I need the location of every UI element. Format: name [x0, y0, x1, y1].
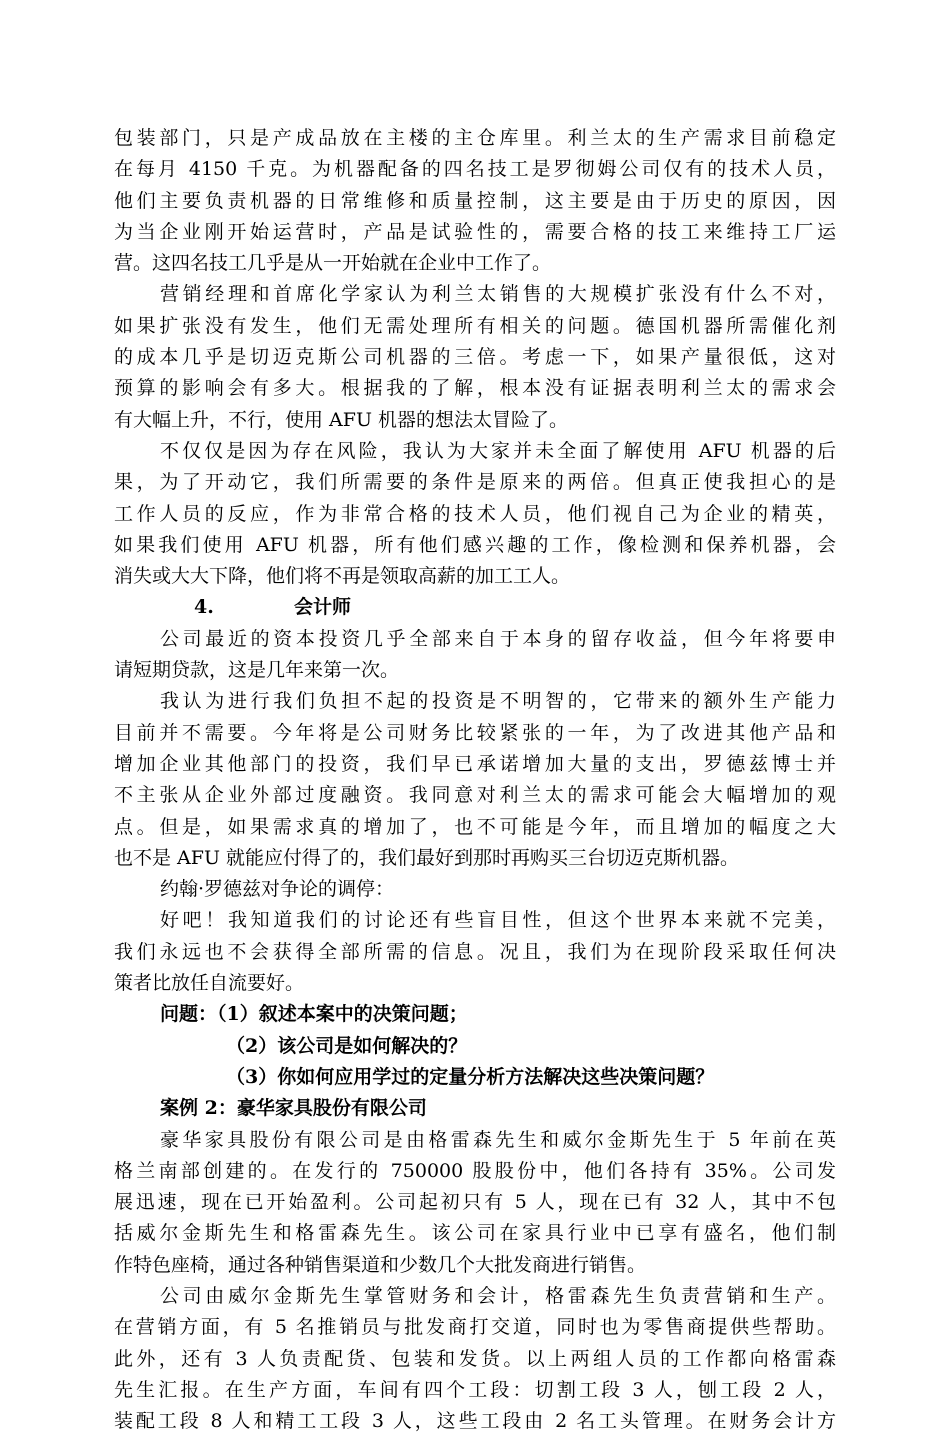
question-line: [114, 999, 836, 1030]
text-line: 果，为了开动它，我们所需要的条件是原来的两倍。但真正使我担心的是: [114, 471, 836, 494]
text-line: 请短期贷款，这是几年来第一次。: [114, 659, 400, 682]
text-line: 消失或大大下降，他们将不再是领取高薪的加工工人。: [114, 565, 571, 588]
text-line: 我们永远也不会获得全部所需的信息。况且，我们为在现阶段采取任何决: [114, 940, 836, 963]
text-line: 格兰南部创建的。在发行的 750000 股股份中，他们各持有 35%。公司发: [114, 1159, 836, 1182]
paragraph: [114, 1281, 836, 1437]
text-line: 点。但是，如果需求真的增加了，也不可能是今年，而且增加的幅度之大: [114, 815, 836, 838]
text-line: 不主张从企业外部过度融资。我同意对利兰太的需求可能会大幅增加的观: [114, 784, 836, 807]
paragraph: [114, 874, 836, 905]
paragraph: [114, 905, 836, 999]
paragraph: [114, 436, 836, 592]
text-line: 的成本几乎是切迈克斯公司机器的三倍。考虑一下，如果产量很低，这对: [114, 346, 836, 369]
section-title: 会计师: [294, 596, 352, 619]
paragraph: [114, 624, 836, 687]
text-line: 豪华家具股份有限公司是由格雷森先生和威尔金斯先生于 5 年前在英: [160, 1128, 836, 1151]
paragraph: [114, 686, 836, 874]
text-line: 括威尔金斯先生和格雷森先生。该公司在家具行业中已享有盛名，他们制: [114, 1222, 836, 1245]
document-page: [114, 123, 836, 1437]
paragraph: [114, 1125, 836, 1281]
case-title: 案例 2：豪华家具股份有限公司: [160, 1097, 427, 1120]
text-line: 在每月 4150 千克。为机器配备的四名技工是罗彻姆公司仅有的技术人员，: [114, 158, 836, 181]
text-line: 策者比放任自流要好。: [114, 972, 305, 995]
text-line: 此外，还有 3 人负责配货、包装和发货。以上两组人员的工作都向格雷森: [114, 1347, 836, 1370]
question-3: （3）你如何应用学过的定量分析方法解决这些决策问题？: [226, 1065, 715, 1088]
paragraph: [114, 279, 836, 435]
text-line: 为当企业刚开始运营时，产品是试验性的，需要合格的技工来维持工厂运: [114, 220, 836, 243]
question-2: （2）该公司是如何解决的？: [226, 1034, 468, 1057]
text-line: 有大幅上升，不行，使用 AFU 机器的想法太冒险了。: [114, 408, 568, 431]
text-line: 如果我们使用 AFU 机器，所有他们感兴趣的工作，像检测和保养机器，会: [114, 533, 836, 556]
text-line: 预算的影响会有多大。根据我的了解，根本没有证据表明利兰太的需求会: [114, 377, 836, 400]
text-line: 如果扩张没有发生，他们无需处理所有相关的问题。德国机器所需催化剂: [114, 314, 836, 337]
text-line: 工作人员的反应，作为非常合格的技术人员，他们视自己为企业的精英，: [114, 502, 836, 525]
text-line: 包装部门，只是产成品放在主楼的主仓库里。利兰太的生产需求目前稳定: [114, 127, 836, 149]
text-line: 公司由威尔金斯先生掌管财务和会计，格雷森先生负责营销和生产。: [160, 1284, 836, 1307]
text-line: 在营销方面，有 5 名推销员与批发商打交道，同时也为零售商提供些帮助。: [114, 1316, 836, 1339]
section-number: 4.: [194, 596, 214, 619]
text-line: 营。这四名技工几乎是从一开始就在企业中工作了。: [114, 252, 552, 275]
text-line: 展迅速，现在已开始盈利。公司起初只有 5 人，现在已有 32 人，其中不包: [114, 1191, 836, 1214]
text-line: 约翰·罗德兹对争论的调停：: [160, 878, 395, 901]
section-heading: [114, 592, 836, 623]
text-line: 我认为进行我们负担不起的投资是不明智的，它带来的额外生产能力: [160, 690, 836, 713]
text-line: 增加企业其他部门的投资，我们早已承诺增加大量的支出，罗德兹博士并: [114, 752, 836, 775]
questions-block: [114, 999, 836, 1093]
text-line: 营销经理和首席化学家认为利兰太销售的大规模扩张没有什么不对，: [160, 283, 836, 306]
text-line: 不仅仅是因为存在风险，我认为大家并未全面了解使用 AFU 机器的后: [160, 439, 836, 462]
text-line: 作特色座椅，通过各种销售渠道和少数几个大批发商进行销售。: [114, 1253, 647, 1276]
questions-label: 问题：: [160, 1003, 218, 1026]
text-line: 公司最近的资本投资几乎全部来自于本身的留存收益，但今年将要申: [160, 627, 836, 650]
text-line: 装配工段 8 人和精工工段 3 人，这些工段由 2 名工头管理。在财务会计方: [114, 1410, 836, 1433]
text-line: 先生汇报。在生产方面，车间有四个工段：切割工段 3 人，刨工段 2 人，: [114, 1378, 836, 1401]
paragraph: [114, 123, 836, 279]
question-1: （1）叙述本案中的决策问题；: [217, 1003, 468, 1026]
text-line: 也不是 AFU 就能应付得了的，我们最好到那时再购买三台切迈克斯机器。: [114, 846, 739, 869]
text-line: 目前并不需要。今年将是公司财务比较紧张的一年，为了改进其他产品和: [114, 721, 836, 744]
text-line: 好吧！我知道我们的讨论还有些盲目性，但这个世界本来就不完美，: [160, 909, 836, 932]
text-line: 他们主要负责机器的日常维修和质量控制，这主要是由于历史的原因，因: [114, 189, 836, 212]
